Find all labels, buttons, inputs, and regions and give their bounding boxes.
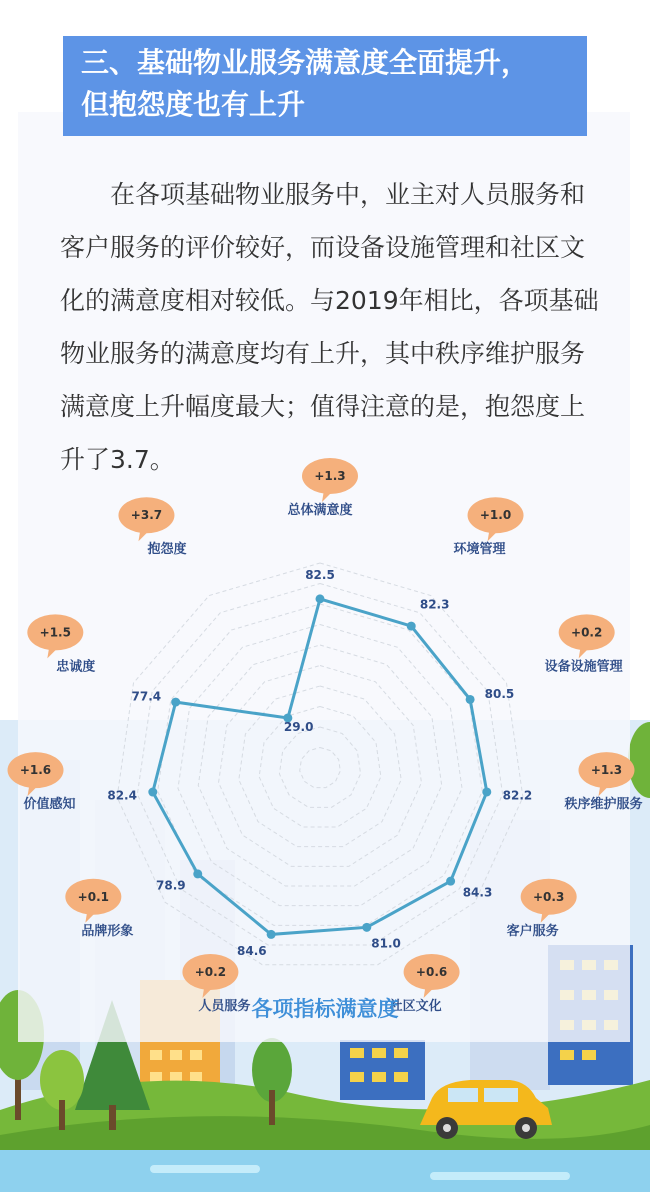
category-label: 社区文化 — [389, 998, 442, 1014]
header-line-2: 但抱怨度也有上升 — [81, 88, 306, 121]
change-label: +1.3 — [590, 763, 623, 778]
category-label: 总体满意度 — [287, 503, 353, 518]
change-badge — [578, 752, 634, 796]
change-label: +1.6 — [19, 763, 52, 778]
grid-ring — [279, 727, 360, 807]
value-label: 81.0 — [371, 936, 401, 951]
value-label: 82.5 — [305, 567, 335, 582]
change-badge — [404, 954, 460, 998]
grid-ring — [198, 645, 441, 886]
value-label: 82.2 — [502, 788, 533, 803]
radar-grid — [117, 563, 523, 965]
change-badge — [118, 497, 174, 541]
change-label: +1.5 — [39, 625, 71, 640]
data-point — [482, 787, 491, 796]
change-label: +0.6 — [415, 964, 448, 979]
change-badge — [521, 879, 577, 923]
value-label: 84.6 — [237, 943, 267, 958]
category-label: 人员服务 — [198, 998, 251, 1014]
grid-ring — [300, 748, 341, 788]
value-label: 78.9 — [156, 878, 186, 893]
data-point — [148, 788, 157, 797]
data-point — [171, 698, 180, 707]
grid-ring — [239, 686, 401, 847]
change-badge — [182, 954, 238, 998]
category-label: 品牌形象 — [81, 923, 134, 939]
change-label: +1.0 — [479, 508, 512, 523]
category-label: 环境管理 — [453, 542, 506, 558]
grid-ring — [117, 563, 523, 965]
category-label: 设备设施管理 — [544, 659, 623, 675]
change-label: +0.1 — [77, 889, 109, 904]
body-paragraph: 在各项基础物业服务中，业主对人员服务和客户服务的评价较好，而设备设施管理和社区文化的满意度相对较低。与2019年相比，各项基础物业服务的满意度均有上升，其中秩序维护服务满意度上升幅度最大；值得注意的是，抱怨度上升了3.7。 — [60, 180, 599, 474]
category-label: 客户服务 — [506, 923, 559, 939]
change-badge — [65, 879, 121, 923]
grid-ring — [219, 666, 422, 867]
data-point — [407, 622, 416, 631]
value-label: 80.5 — [484, 686, 515, 701]
category-label: 秩序维护服务 — [564, 797, 643, 813]
category-label: 忠诚度 — [56, 659, 96, 675]
change-badge — [468, 497, 524, 541]
radar-series — [148, 594, 491, 939]
chart-title: 各项指标满意度 — [251, 997, 399, 1021]
data-point — [466, 695, 475, 704]
grid-ring — [137, 584, 502, 946]
data-point — [193, 869, 202, 878]
change-label: +3.7 — [130, 508, 163, 523]
grid-ring — [259, 707, 381, 828]
value-label: 84.3 — [462, 885, 493, 900]
data-point — [446, 877, 455, 886]
header-line-1: 三、基础物业服务满意度全面提升， — [81, 46, 530, 79]
value-label: 82.3 — [419, 597, 450, 612]
series-line — [153, 599, 487, 935]
change-label: +0.3 — [533, 889, 565, 904]
data-point — [267, 930, 276, 939]
change-badge — [302, 458, 358, 502]
data-point — [316, 594, 325, 603]
value-label: 82.4 — [107, 788, 137, 803]
change-label: +0.2 — [571, 625, 603, 640]
category-label: 抱怨度 — [147, 542, 187, 558]
change-badge — [559, 614, 615, 658]
change-label: +0.2 — [194, 964, 227, 979]
change-badge — [27, 614, 83, 658]
category-label: 价值感知 — [23, 797, 76, 813]
change-label: +1.3 — [314, 469, 346, 483]
value-label: 29.0 — [283, 719, 314, 734]
data-point — [362, 923, 371, 932]
value-label: 77.4 — [131, 689, 162, 704]
change-badge — [8, 752, 64, 796]
